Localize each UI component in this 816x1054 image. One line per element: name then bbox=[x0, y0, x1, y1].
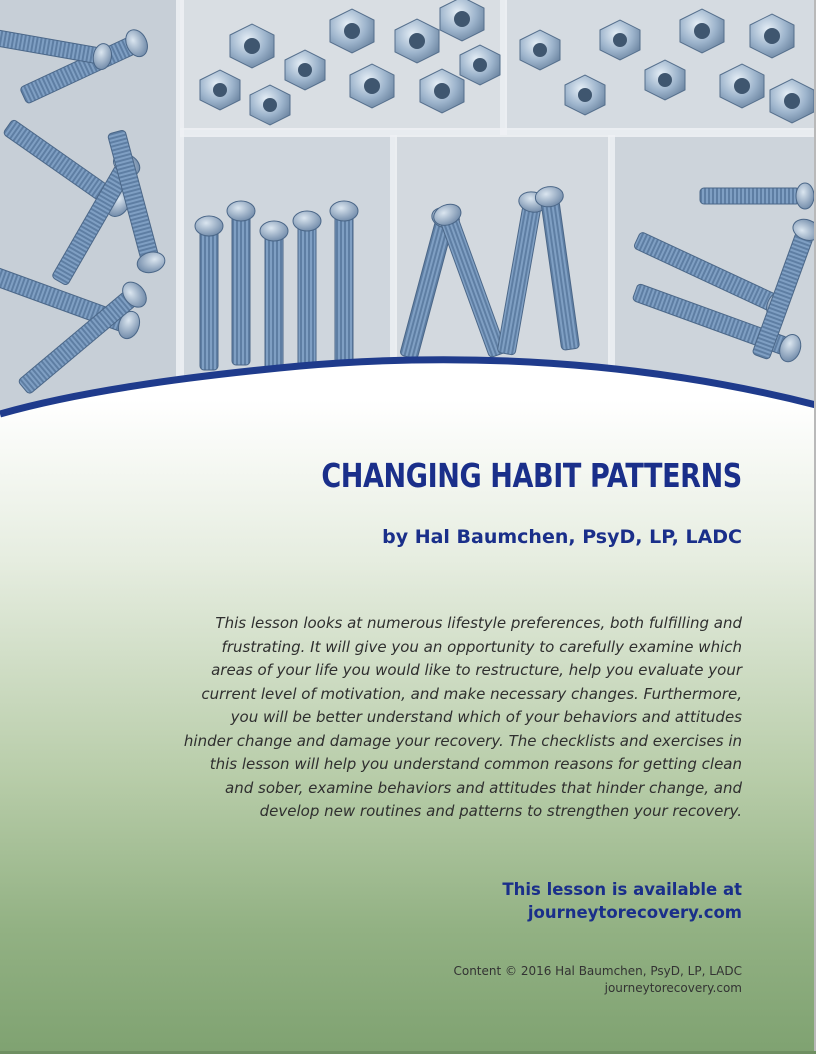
description-line: develop new routines and patterns to strengthen your recovery. bbox=[259, 802, 742, 820]
author-line: by Hal Baumchen, PsyD, LP, LADC bbox=[382, 526, 742, 548]
availability-text: This lesson is available at bbox=[502, 880, 742, 899]
cover-photo bbox=[0, 0, 816, 420]
description-line: current level of motivation, and make necessary changes. Furthermore, bbox=[201, 684, 742, 703]
description-line: hinder change and damage your recovery. The checklists and exercises in bbox=[183, 731, 742, 750]
description-line: frustrating. It will give you an opportunity to carefully examine which bbox=[221, 637, 742, 656]
footer bbox=[453, 963, 742, 997]
description-line: this lesson will help you understand common reasons for getting clean bbox=[209, 755, 742, 773]
availability-url: journeytorecovery.com bbox=[527, 903, 742, 922]
description-line: This lesson looks at numerous lifestyle preferences, both fulfilling and bbox=[215, 614, 742, 632]
lesson-description bbox=[182, 612, 742, 824]
description-line: and sober, examine behaviors and attitudes that hinder change, and bbox=[225, 778, 742, 797]
footer-url: journeytorecovery.com bbox=[604, 981, 742, 995]
description-line: areas of your life you would like to restructure, help you evaluate your bbox=[211, 661, 742, 679]
lesson-title: CHANGING HABIT PATTERNS bbox=[321, 456, 742, 495]
copyright-text: Content © 2016 Hal Baumchen, PsyD, LP, LADC bbox=[453, 964, 742, 978]
description-line: you will be better understand which of your behaviors and attitudes bbox=[230, 708, 742, 726]
availability-note bbox=[502, 878, 742, 924]
